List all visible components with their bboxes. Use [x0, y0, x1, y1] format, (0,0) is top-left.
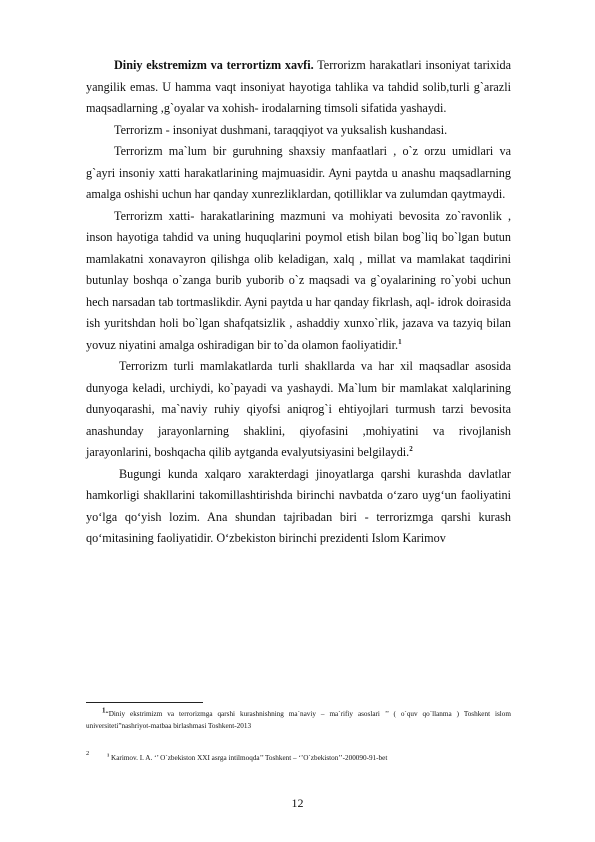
paragraph-text: Terrorizm harakatlari insoniyat tarixida yangilik emas. U hamma vaqt insoniyat hayotiga tahlika va tahdid solib,turli g`arazli maqsadlarning ,g`oyalar va xohish- irodalarning timsoli sifatida yashaydi. [86, 58, 511, 115]
paragraph-text: Terrorizm ma`lum bir guruhning shaxsiy manfaatlari , o`z orzu umidlari va g`ayri insoniy xatti harakatlarining majmuasidir. Ayni paytda u anashu maqsadlarning amalga oshishi uchun har qanday xunrezliklardan, qotilliklar va zulumdan qaytmaydi. [86, 144, 511, 201]
footnote-number: 2 [86, 750, 90, 757]
paragraph-5 [86, 356, 511, 464]
paragraph-4 [86, 206, 511, 357]
paragraph-1 [86, 55, 511, 120]
body-text [86, 55, 511, 550]
paragraph-text: Bugungi kunda xalqaro xarakterdagi jinoyatlarga qarshi kurashda davlatlar hamkorligi shakllarini takomillashtirishda birinchi navbatda o‘zaro uyg‘un faoliyatini yo‘lga qo‘yish lozim. Ana shundan tajribadan biri - terrorizmga qarshi kurash qo‘mitasining faoliyatidir. O‘zbekiston birinchi prezidenti Islom Karimov [86, 466, 511, 545]
paragraph-text: Terrorizm turli mamlakatlarda turli shakllarda va har xil maqsadlar asosida dunyoga keladi, urchiydi, ko`payadi va yashaydi. Ma`lum bir mamlakat xalqlarining dunyoqarashi, ma`naviy ruhiy qiyofsi aniqrog`i ehtiyojlari turmush tarzi bevosita anashunday jarayonlarning shaklini, qiyofasini ,mohiyatini va rivojlanish jarayonlarini, boshqacha qilib aytganda evalyutsiyasini belgilaydi. [86, 359, 511, 459]
footnote-text: “Diniy ekstrimizm va terrorizmga qarshi kurashnishning ma`naviy – ma`rifiy asoslari ’’ ( o`quv qo`llanma ) Toshkent islom universiteti”nashriyot-matbaa birlashmasi Toshkent-2013 [86, 710, 511, 730]
paragraph-text: Terrorizm xatti- harakatlarining mazmuni va mohiyati bevosita zo`ravonlik , inson hayotiga tahdid va uning huquqlarini poymol etish bilan bog`liq bo`lgan butun mamlakatni xonavayron qilishga olib keladigan, xalq , millat va mamlakat taqdirini butunlay boshqa o`zanga burib yuborib o`z maqsadi va g`oyalarining ro`yobi uchun hech narsadan tab tortmaslikdir. Ayni paytda u har qanday fikrlash, aql- idrok doirasida ish yuritshdan holi bo`lgan shafqatsizlik , ashaddiy xunxo`rlik, jazava va tazyiq bilan yovuz niyatini amalga oshiradigan bir to`da olamon faoliyatidir. [86, 208, 511, 352]
footnote-ref: 2 [409, 444, 413, 453]
paragraph-2 [86, 120, 511, 142]
footnote-inner-number: 1 [107, 752, 110, 758]
footnote-number: 1 [102, 706, 106, 715]
footnote-1 [86, 708, 511, 732]
paragraph-text: Terrorizm - insoniyat dushmani, taraqqiyot va yuksalish kushandasi. [114, 122, 448, 137]
footnote-text-wrap [107, 752, 387, 764]
footnote-text: Karimov. I. A. ‘’ O`zbekiston XXI asrga intilmoqda’’ Toshkent – ‘’O`zbekiston’’-200090-91-bet [109, 754, 388, 762]
section-heading: Diniy ekstremizm va terrortizm xavfi. [114, 58, 314, 72]
footnote-divider [86, 702, 203, 703]
paragraph-6 [86, 464, 511, 550]
footnote-ref: 1 [398, 337, 402, 346]
page-number: 12 [291, 796, 304, 810]
paragraph-3 [86, 141, 511, 206]
